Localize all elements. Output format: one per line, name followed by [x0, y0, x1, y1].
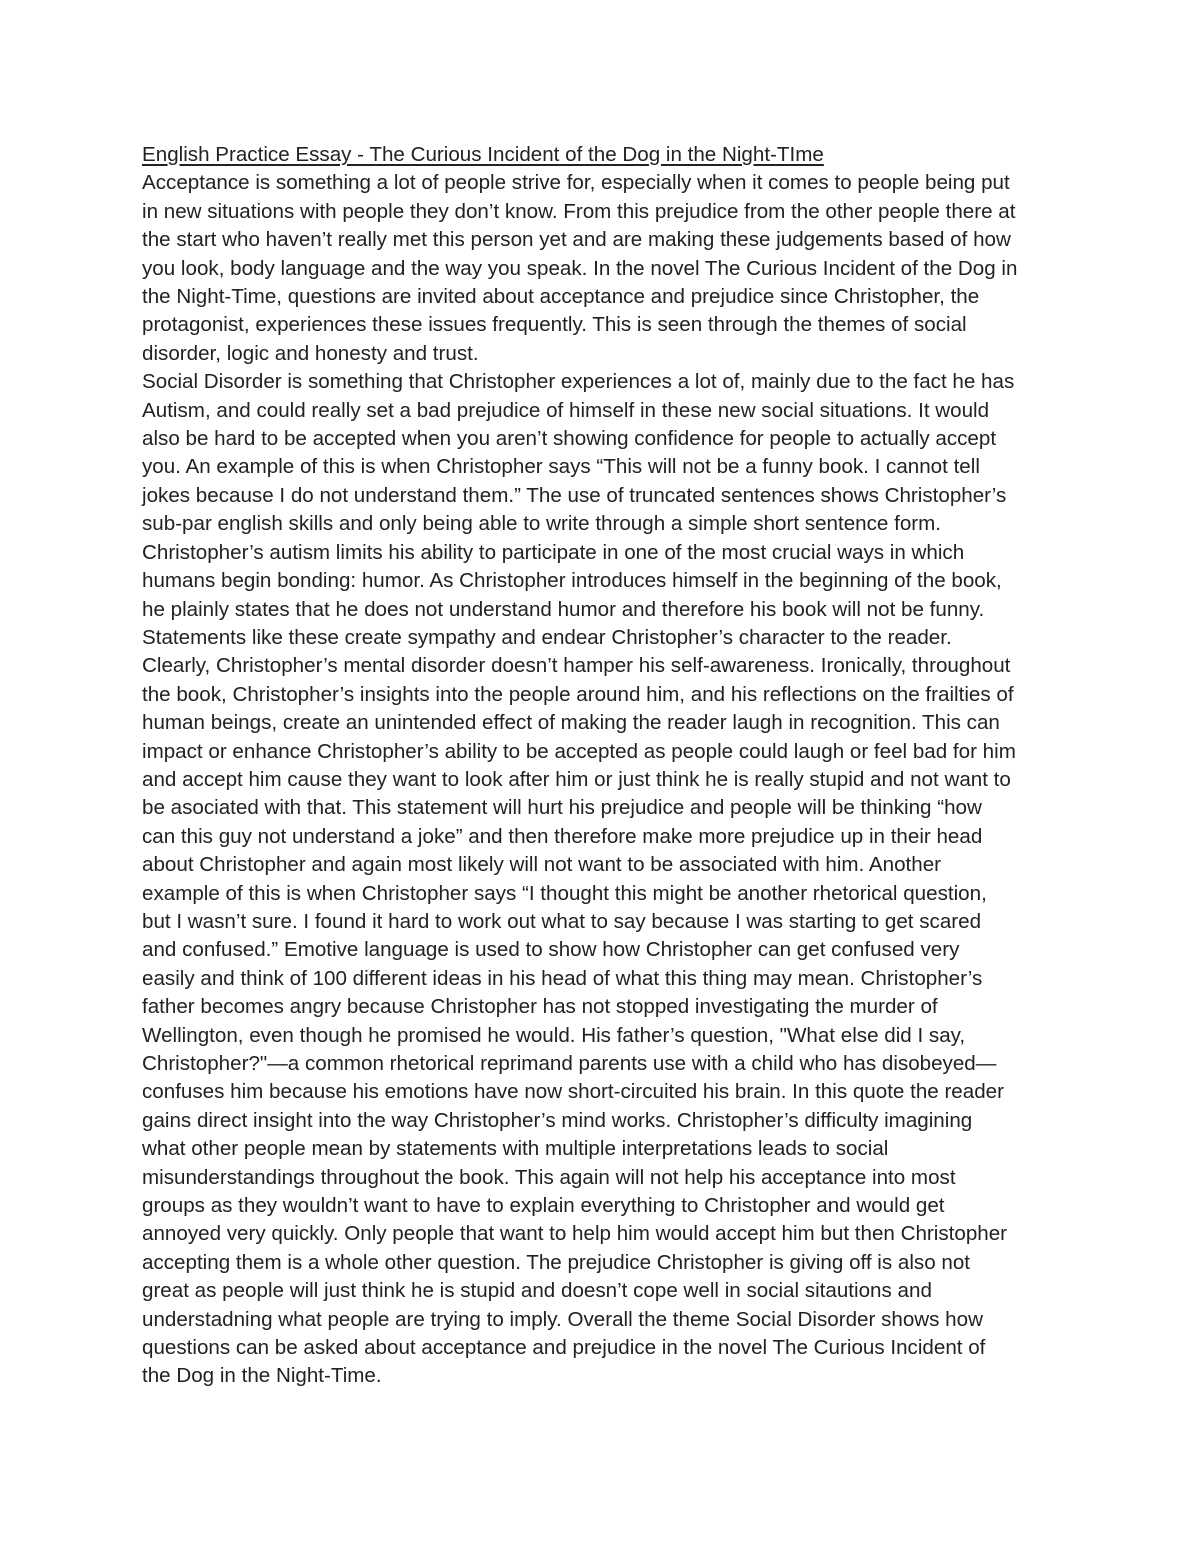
document-body: [142, 141, 1062, 1391]
social-disorder-paragraph: Social Disorder is something that Christopher experiences a lot of, mainly due to the fact he has Autism, and could really set a bad prejudice of himself in these new social situations. It would also be hard to be accepted when you aren’t showing confidence for people to actually accept you. An example of this is when Christopher says “This will not be a funny book. I cannot tell jokes because I do not understand them.” The use of truncated sentences shows Christopher’s sub-par english skills and only being able to write through a simple short sentence form. Christopher’s autism limits his ability to participate in one of the most crucial ways in which humans begin bonding: humor. As Christopher introduces himself in the beginning of the book, he plainly states that he does not understand humor and therefore his book will not be funny. Statements like these create sympathy and endear Christopher’s character to the reader. Clearly, Christopher’s mental disorder doesn’t hamper his self-awareness. Ironically, throughout the book, Christopher’s insights into the people around him, and his reflections on the frailties of human beings, create an unintended effect of making the reader laugh in recognition. This can impact or enhance Christopher’s ability to be accepted as people could laugh or feel bad for him and accept him cause they want to look after him or just think he is really stupid and not want to be asociated with that. This statement will hurt his prejudice and people will be thinking “how can this guy not understand a joke” and then therefore make more prejudice up in their head about Christopher and again most likely will not want to be associated with him. Another example of this is when Christopher says “I thought this might be another rhetorical question, but I wasn’t sure. I found it hard to work out what to say because I was starting to get scared and confused.” Emotive language is used to show how Christopher can get confused very easily and think of 100 different ideas in his head of what this thing may mean. Christopher’s father becomes angry because Christopher has not stopped investigating the murder of Wellington, even though he promised he would. His father’s question, "What else did I say, Christopher?"—a common rhetorical reprimand parents use with a child who has disobeyed— confuses him because his emotions have now short-circuited his brain. In this quote the reader gains direct insight into the way Christopher’s mind works. Christopher’s difficulty imagining what other people mean by statements with multiple interpretations leads to social misunderstandings throughout the book. This again will not help his acceptance into most groups as they wouldn’t want to have to explain everything to Christopher and would get annoyed very quickly. Only people that want to help him would accept him but then Christopher accepting them is a whole other question. The prejudice Christopher is giving off is also not great as people will just think he is stupid and doesn’t cope well in social sitautions and understadning what people are trying to imply. Overall the theme Social Disorder shows how questions can be asked about acceptance and prejudice in the novel The Curious Incident of the Dog in the Night-Time.: [142, 370, 1016, 1388]
document-title: English Practice Essay - The Curious Incident of the Dog in the Night-TIme: [142, 143, 824, 166]
intro-paragraph: Acceptance is something a lot of people strive for, especially when it comes to people being put in new situations with people they don’t know. From this prejudice from the other people there at the start who haven’t really met this person yet and are making these judgements based of how you look, body language and the way you speak. In the novel The Curious Incident of the Dog in the Night-Time, questions are invited about acceptance and prejudice since Christopher, the protagonist, experiences these issues frequently. This is seen through the themes of social disorder, logic and honesty and trust.: [142, 171, 1018, 365]
